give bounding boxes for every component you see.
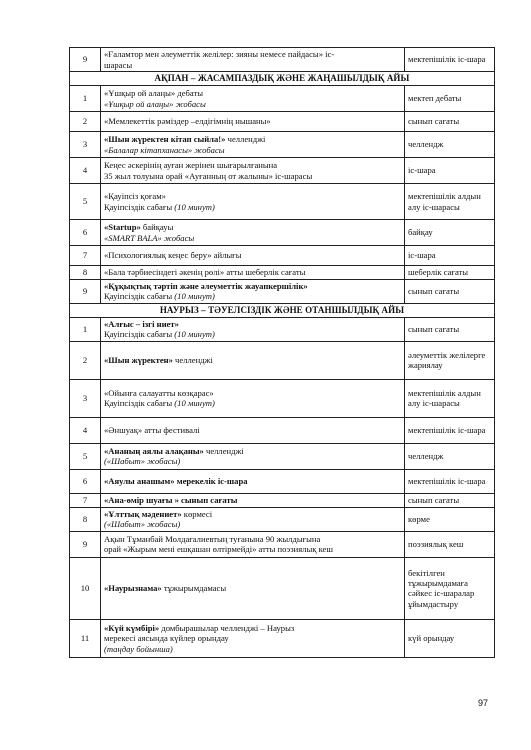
event-line: [104, 99, 401, 109]
row-number: 9: [70, 280, 101, 304]
event-description: [101, 317, 405, 341]
event-text: «Күй күмбірі»: [104, 622, 160, 633]
event-line: [104, 623, 401, 633]
event-text: (таңдау бойынша): [104, 643, 173, 654]
row-number: 4: [70, 158, 101, 184]
event-text: (10 минут): [174, 201, 215, 212]
row-number: 10: [70, 557, 101, 619]
event-text: (10 минут): [174, 291, 215, 302]
event-line: [104, 281, 401, 291]
event-text: Қауіпсіздік сабағы: [104, 329, 175, 340]
event-description: [101, 417, 405, 443]
event-line: [104, 519, 401, 529]
event-line: [104, 191, 401, 201]
event-line: [104, 633, 401, 643]
event-line: [104, 495, 401, 505]
row-number: 7: [70, 493, 101, 507]
event-line: [104, 88, 401, 98]
event-line: [104, 319, 401, 329]
event-text: («Шабыт» жобасы): [104, 519, 181, 530]
event-text: (10 минут): [174, 398, 215, 409]
section-header-row: [70, 72, 495, 86]
event-format: шеберлік сағаты: [405, 266, 495, 280]
event-description: [101, 341, 405, 379]
event-description: [101, 619, 405, 657]
event-description: [101, 158, 405, 184]
table-row: [70, 469, 495, 493]
event-text: Кеңес әскерінің ауған жерінен шығарылғанына: [104, 160, 278, 171]
event-line: [104, 509, 401, 519]
row-number: 5: [70, 443, 101, 469]
event-text: «Ойынға салауатты көзқарас»: [104, 387, 214, 398]
event-line: [104, 398, 401, 408]
event-text: «Ананың аялы алақаны»: [104, 445, 204, 456]
event-description: [101, 220, 405, 246]
table-row: [70, 317, 495, 341]
event-format: челлендж: [405, 443, 495, 469]
events-plan-body: [70, 48, 495, 658]
event-line: [104, 329, 401, 339]
event-format: байқау: [405, 220, 495, 246]
event-text: «Ұшқыр ой алаңы» жобасы: [104, 98, 206, 109]
event-format: мектепішілік алдын алу іс-шарасы: [405, 379, 495, 417]
event-line: [104, 171, 401, 181]
event-line: [104, 134, 401, 144]
event-format: әлеуметтік желілерге жариялау: [405, 341, 495, 379]
table-row: [70, 619, 495, 657]
row-number: 8: [70, 266, 101, 280]
event-description: [101, 557, 405, 619]
event-format: мектепішілік алдын алу іс-шарасы: [405, 184, 495, 220]
event-format: сынып сағаты: [405, 493, 495, 507]
event-text: орай «Жырым мені ешқашан өлтірмейді» атты поэзиялық кеш: [104, 544, 333, 555]
event-text: 35 жыл толуына орай «Ауғанның от жалыны» іс-шарасы: [104, 170, 313, 181]
event-line: [104, 222, 401, 232]
event-line: [104, 233, 401, 243]
row-number: 4: [70, 417, 101, 443]
event-text: «Мемлекеттік рәміздер –елдігімнің нышаны»: [104, 116, 271, 127]
event-text: «Алғыс – ізгі ниет»: [104, 318, 179, 329]
event-text: «Қауіпсіз қоғам»: [104, 191, 166, 202]
table-row: [70, 443, 495, 469]
event-text: Ақын Тұманбай Молдағалиевтың туғанына 90 жылдығына: [104, 533, 321, 544]
event-text: мерекесі аясында күйлер орындау: [104, 633, 229, 644]
event-description: [101, 132, 405, 158]
event-text: байқауы: [140, 222, 174, 233]
event-text: «Ғаламтор мен әлеуметтік желілер: зияны немесе пайдасы» іс-: [104, 49, 335, 60]
event-format: сынып сағаты: [405, 280, 495, 304]
event-text: «Балалар кітапханасы» жобасы: [104, 144, 225, 155]
event-line: [104, 583, 401, 593]
table-row: [70, 417, 495, 443]
event-format: бекітілген тұжырымдамаға сәйкес іс-шаралар ұйымдастыру: [405, 557, 495, 619]
event-format: сынып сағаты: [405, 112, 495, 132]
event-format: күй орындау: [405, 619, 495, 657]
table-row: [70, 493, 495, 507]
event-line: [104, 425, 401, 435]
event-line: [104, 291, 401, 301]
page-number: 97: [478, 698, 489, 708]
section-title: АҚПАН – ЖАСАМПАЗДЫҚ ЖӘНЕ ЖАҢАШЫЛДЫҚ АЙЫ: [70, 72, 495, 86]
event-text: тұжырымдамасы: [161, 583, 227, 594]
event-description: [101, 493, 405, 507]
row-number: 9: [70, 531, 101, 557]
event-line: [104, 644, 401, 654]
event-description: [101, 379, 405, 417]
event-format: поэзиялық кеш: [405, 531, 495, 557]
event-text: челленджі: [225, 134, 266, 145]
event-format: мектепішілік іс-шара: [405, 48, 495, 72]
row-number: 1: [70, 86, 101, 112]
section-title: НАУРЫЗ – ТӘУЕЛСІЗДІК ЖӘНЕ ОТАНШЫЛДЫҚ АЙЫ: [70, 303, 495, 317]
row-number: 3: [70, 379, 101, 417]
event-text: Қауіпсіздік сабағы: [104, 398, 175, 409]
row-number: 3: [70, 132, 101, 158]
event-description: [101, 48, 405, 72]
event-text: «Аяулы анашым» мерекелік іс-шара: [104, 476, 248, 487]
event-format: мектепішілік іс-шара: [405, 469, 495, 493]
row-number: 2: [70, 112, 101, 132]
event-line: [104, 446, 401, 456]
event-description: [101, 469, 405, 493]
event-text: «SMART BALA» жобасы: [104, 232, 195, 243]
event-text: («Шабыт» жобасы): [104, 456, 181, 467]
events-plan-table: [69, 47, 495, 658]
event-text: «Startup»: [104, 222, 141, 233]
event-format: челлендж: [405, 132, 495, 158]
table-row: [70, 220, 495, 246]
event-text: «Ұшқыр ой алаңы» дебаты: [104, 88, 204, 99]
event-line: [104, 60, 401, 70]
event-description: [101, 184, 405, 220]
event-line: [104, 355, 401, 365]
table-row: [70, 379, 495, 417]
event-description: [101, 280, 405, 304]
event-text: «Шын жүректен»: [104, 355, 173, 366]
event-line: [104, 116, 401, 126]
table-row: [70, 531, 495, 557]
event-description: [101, 86, 405, 112]
event-description: [101, 112, 405, 132]
event-text: челленджі: [172, 355, 213, 366]
table-row: [70, 48, 495, 72]
table-row: [70, 341, 495, 379]
event-description: [101, 507, 405, 531]
event-description: [101, 531, 405, 557]
event-format: іс-шара: [405, 158, 495, 184]
event-description: [101, 266, 405, 280]
table-row: [70, 557, 495, 619]
event-text: Қауіпсіздік сабағы: [104, 201, 175, 212]
event-text: «Құқықтық тәртіп және әлеуметтік жауапкершілік»: [104, 281, 308, 291]
event-line: [104, 250, 401, 260]
event-format: мектепішілік іс-шара: [405, 417, 495, 443]
event-format: іс-шара: [405, 246, 495, 266]
row-number: 6: [70, 469, 101, 493]
row-number: 11: [70, 619, 101, 657]
event-text: «Әншуақ» атты фестивалі: [104, 425, 200, 436]
section-header-row: [70, 303, 495, 317]
event-line: [104, 202, 401, 212]
event-line: [104, 388, 401, 398]
row-number: 5: [70, 184, 101, 220]
event-line: [104, 145, 401, 155]
row-number: 2: [70, 341, 101, 379]
event-line: [104, 534, 401, 544]
event-text: шарасы: [104, 59, 133, 70]
event-text: көрмесі: [181, 508, 213, 519]
event-text: «Ұлттық мәдениет»: [104, 508, 182, 519]
event-line: [104, 544, 401, 554]
event-text: домбырашылар челленджі – Наурыз: [159, 622, 295, 633]
event-text: «Наурызнама»: [104, 583, 162, 594]
table-row: [70, 266, 495, 280]
event-line: [104, 476, 401, 486]
event-line: [104, 267, 401, 277]
table-row: [70, 184, 495, 220]
event-format: мектеп дебаты: [405, 86, 495, 112]
event-line: [104, 456, 401, 466]
table-row: [70, 507, 495, 531]
table-row: [70, 86, 495, 112]
event-line: [104, 49, 401, 59]
event-text: «Шын жүректен кітап сыйла!»: [104, 134, 226, 145]
event-format: сынып сағаты: [405, 317, 495, 341]
event-text: «Психологиялық кеңес беру» айлығы: [104, 250, 242, 261]
table-row: [70, 246, 495, 266]
event-description: [101, 246, 405, 266]
event-description: [101, 443, 405, 469]
row-number: 7: [70, 246, 101, 266]
event-line: [104, 160, 401, 170]
table-row: [70, 280, 495, 304]
event-text: челленджі: [203, 445, 244, 456]
event-text: «Бала тәрбиесіндегі әкенің рөлі» атты шеберлік сағаты: [104, 267, 306, 278]
row-number: 1: [70, 317, 101, 341]
row-number: 6: [70, 220, 101, 246]
row-number: 9: [70, 48, 101, 72]
row-number: 8: [70, 507, 101, 531]
event-text: Қауіпсіздік сабағы: [104, 291, 175, 302]
table-row: [70, 132, 495, 158]
event-text: (10 минут): [174, 329, 215, 340]
event-format: көрме: [405, 507, 495, 531]
table-row: [70, 158, 495, 184]
table-row: [70, 112, 495, 132]
event-text: «Ана-өмір шуағы » сынып сағаты: [104, 495, 238, 506]
